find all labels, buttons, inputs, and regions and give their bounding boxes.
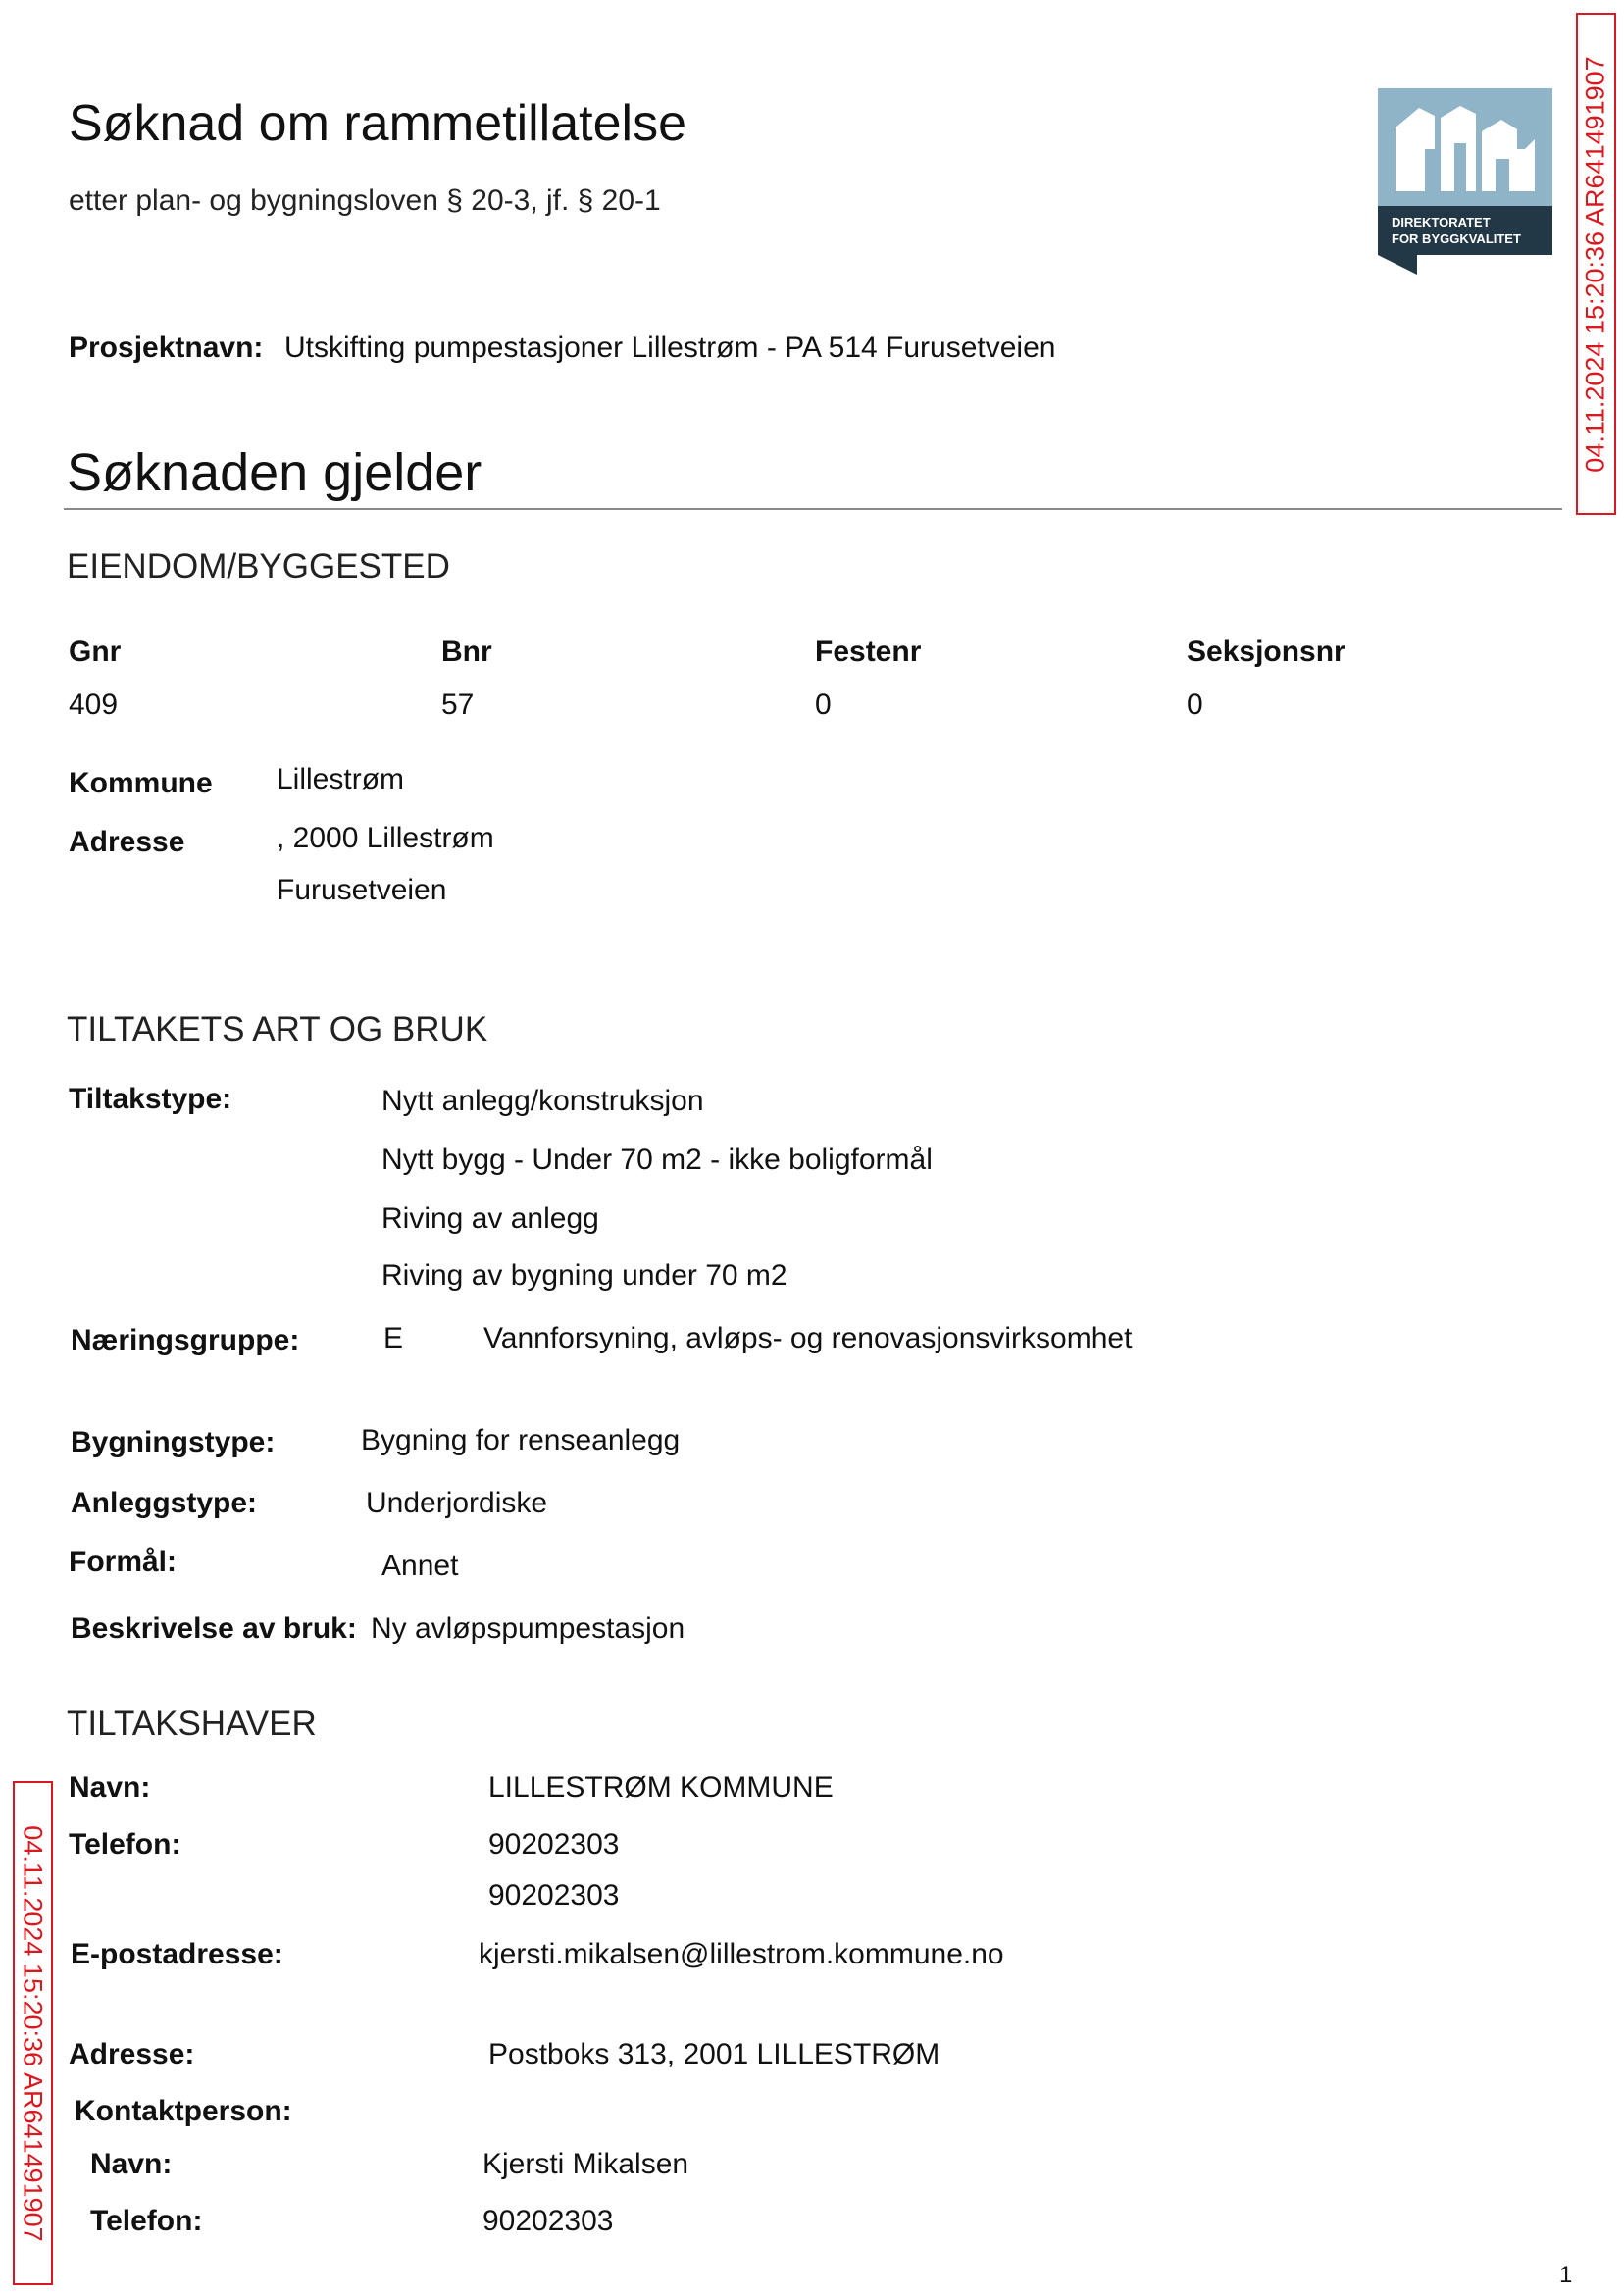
heading-rule <box>64 508 1562 510</box>
telefon-value: 90202303 <box>488 1828 620 1861</box>
bnr-label: Bnr <box>441 636 492 668</box>
navn-label: Navn: <box>69 1771 151 1804</box>
navn-value: LILLESTRØM KOMMUNE <box>488 1771 834 1804</box>
gnr-value: 409 <box>69 688 119 721</box>
seksjonsnr-value: 0 <box>1187 688 1203 721</box>
stamp-text: 04.11.2024 15:20:36 AR641491907 <box>1581 55 1610 473</box>
logo-line-2: FOR BYGGKVALITET <box>1392 231 1521 246</box>
main-heading: Søknaden gjelder <box>67 443 482 502</box>
adresse-line: Furusetveien <box>277 874 447 906</box>
bygningstype-value: Bygning for renseanlegg <box>361 1424 681 1456</box>
formal-value: Annet <box>381 1550 459 1582</box>
logo-line-1: DIREKTORATET <box>1392 215 1491 229</box>
tiltakstype-value: Nytt bygg - Under 70 m2 - ikke boligformål <box>381 1144 933 1176</box>
tiltakshaver-adresse-label: Adresse: <box>69 2038 195 2070</box>
kontakt-navn-value: Kjersti Mikalsen <box>482 2148 689 2180</box>
page-title: Søknad om rammetillatelse <box>69 95 686 152</box>
festenr-label: Festenr <box>815 636 922 668</box>
beskrivelse-label: Beskrivelse av bruk: <box>71 1612 357 1645</box>
dibk-logo <box>1378 88 1552 275</box>
kontakt-telefon-value: 90202303 <box>482 2205 614 2237</box>
naeringsgruppe-value: Vannforsyning, avløps- og renovasjonsvirksomhet <box>483 1322 1133 1354</box>
beskrivelse-value: Ny avløpspumpestasjon <box>371 1612 685 1645</box>
stamp-text: 04.11.2024 15:20:36 AR641491907 <box>19 1824 48 2242</box>
epost-value: kjersti.mikalsen@lillestrom.kommune.no <box>479 1938 1004 1970</box>
telefon-value: 90202303 <box>488 1879 620 1912</box>
bnr-value: 57 <box>441 688 475 721</box>
kontaktperson-label: Kontaktperson: <box>75 2095 292 2127</box>
page-subtitle: etter plan- og bygningsloven § 20-3, jf. § 20-1 <box>69 184 661 217</box>
naeringsgruppe-code: E <box>383 1322 404 1354</box>
project-value: Utskifting pumpestasjoner Lillestrøm - PA 514 Furusetveien <box>284 331 1056 364</box>
timestamp-stamp-left <box>13 1781 53 2285</box>
festenr-value: 0 <box>815 688 832 721</box>
bygningstype-label: Bygningstype: <box>71 1426 276 1458</box>
tiltakstype-value: Riving av anlegg <box>381 1202 599 1235</box>
section-heading-tiltakshaver: TILTAKSHAVER <box>67 1705 317 1743</box>
kommune-label: Kommune <box>69 767 213 799</box>
project-label: Prosjektnavn: <box>69 331 264 364</box>
seksjonsnr-label: Seksjonsnr <box>1187 636 1345 668</box>
section-heading-tiltak: TILTAKETS ART OG BRUK <box>67 1010 488 1048</box>
naeringsgruppe-label: Næringsgruppe: <box>71 1324 300 1356</box>
adresse-label: Adresse <box>69 826 185 858</box>
timestamp-stamp-top <box>1576 13 1616 515</box>
adresse-line: , 2000 Lillestrøm <box>277 822 494 854</box>
kontakt-navn-label: Navn: <box>90 2148 173 2180</box>
tiltakstype-value: Nytt anlegg/konstruksjon <box>381 1085 704 1117</box>
section-heading-eiendom: EIENDOM/BYGGESTED <box>67 547 450 586</box>
tiltakstype-label: Tiltakstype: <box>69 1083 232 1115</box>
formal-label: Formål: <box>69 1546 178 1578</box>
anleggstype-value: Underjordiske <box>366 1487 548 1519</box>
page-number: 1 <box>1559 2262 1573 2288</box>
telefon-label: Telefon: <box>69 1828 181 1861</box>
kontakt-telefon-label: Telefon: <box>90 2205 203 2237</box>
tiltakstype-value: Riving av bygning under 70 m2 <box>381 1259 787 1292</box>
gnr-label: Gnr <box>69 636 122 668</box>
tiltakshaver-adresse-value: Postboks 313, 2001 LILLESTRØM <box>488 2038 940 2070</box>
epost-label: E-postadresse: <box>71 1938 283 1970</box>
anleggstype-label: Anleggstype: <box>71 1487 258 1519</box>
kommune-value: Lillestrøm <box>277 763 405 795</box>
